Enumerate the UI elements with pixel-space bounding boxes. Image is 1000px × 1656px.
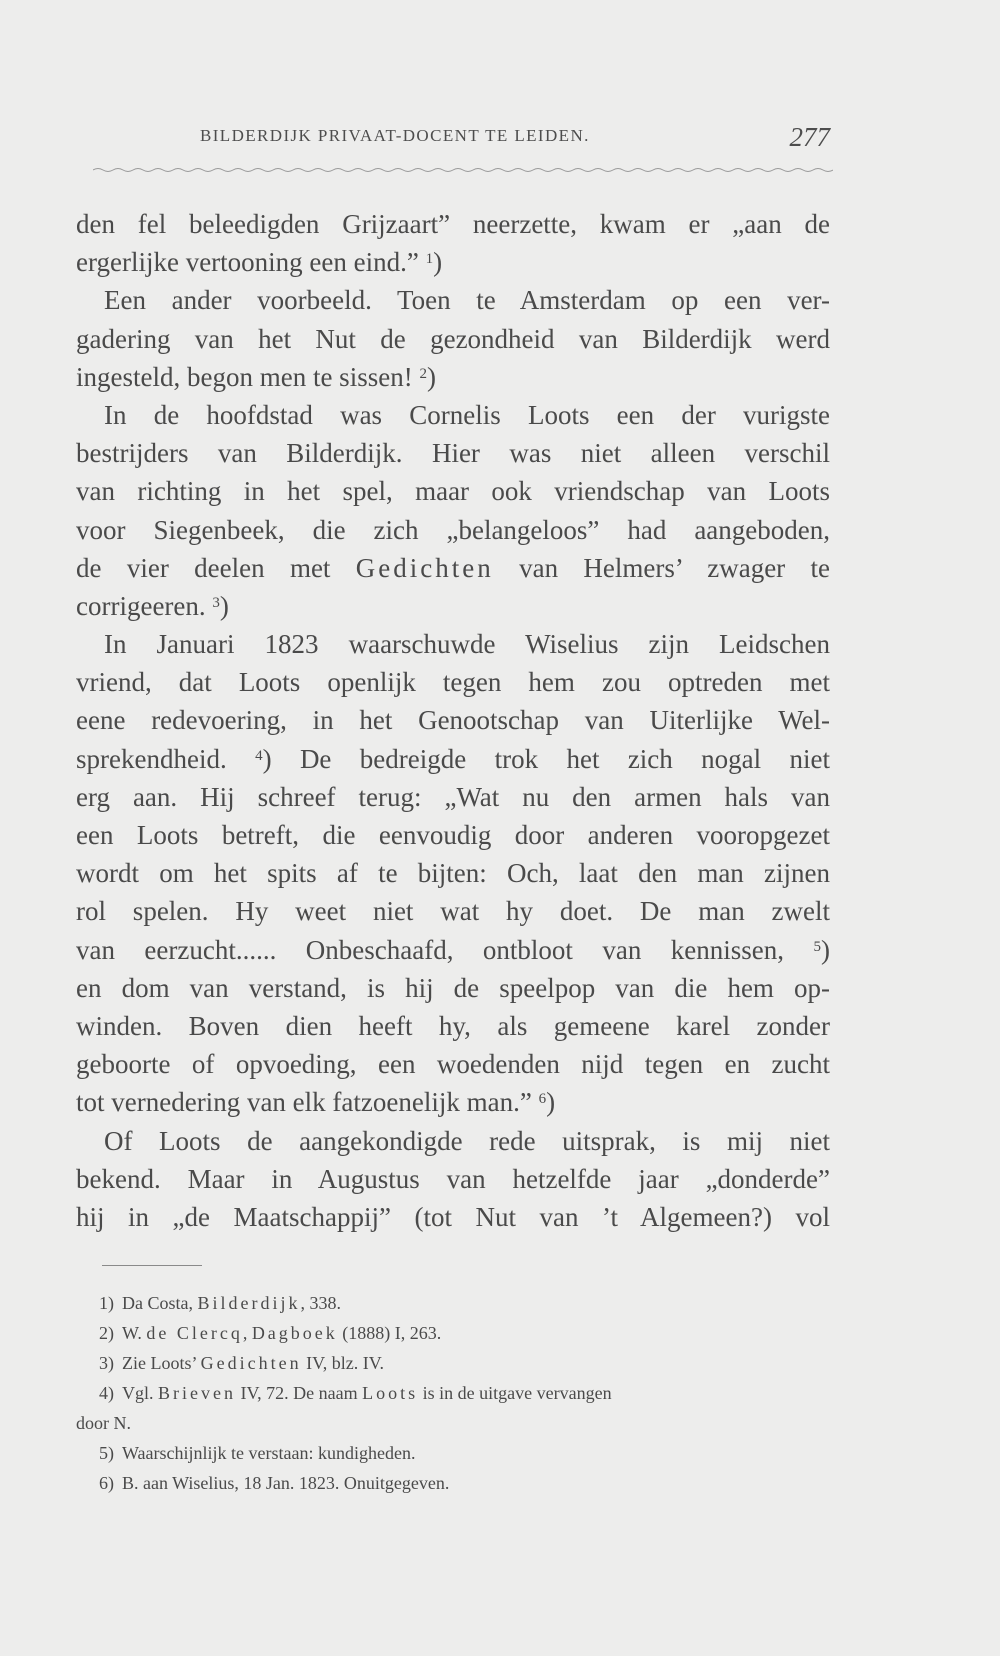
text-line (76, 892, 830, 930)
text-segment: ingesteld, begon men te sissen! (76, 361, 413, 392)
text-line (76, 205, 830, 243)
footnote-reference: 2 (419, 365, 427, 382)
footnote (76, 1438, 830, 1468)
footnote-text: B. aan Wiselius, 18 Jan. 1823. Onuitgegeven. (122, 1473, 450, 1493)
text-line (76, 1007, 830, 1045)
footnote-mark: 1) (99, 1293, 114, 1313)
text-segment: ) (821, 934, 830, 965)
text-segment: rol spelen. Hy weet niet wat hy doet. De man zwelt (76, 896, 830, 927)
text-line (76, 740, 830, 778)
footnote-mark: 2) (99, 1323, 114, 1343)
text-line (76, 1083, 830, 1121)
footnote-text: , (242, 1323, 252, 1343)
text-segment: ) (433, 247, 443, 278)
footnote-reference: 4 (255, 747, 263, 764)
text-line (76, 320, 830, 358)
text-segment: bestrijders van Bilderdijk. Hier was niet alleen verschil (76, 438, 830, 469)
footnote-rule (102, 1265, 202, 1266)
text-segment: den fel beleedigden Grijzaart” neerzette, kwam er „aan de (76, 209, 830, 239)
text-segment: Of Loots de aangekondigde rede uitsprak, is mij niet (104, 1125, 830, 1156)
text-segment: ) (546, 1087, 556, 1118)
text-line (76, 778, 830, 816)
footnote (76, 1288, 830, 1318)
footnotes (76, 1288, 830, 1498)
text-segment: van richting in het spel, maar ook vriendschap van Loots (76, 476, 830, 507)
text-segment: In de hoofdstad was Cornelis Loots een der vurigste (104, 399, 830, 430)
footnote-text: (1888) I, 263. (337, 1323, 442, 1343)
footnote (76, 1468, 830, 1498)
text-line (76, 358, 830, 396)
text-segment: sprekendheid. (76, 743, 227, 774)
text-segment: In Januari 1823 waarschuwde Wiselius zijn Leidschen (104, 629, 830, 660)
text-line (76, 1045, 830, 1083)
header-wavy-rule (93, 167, 833, 173)
text-line (76, 931, 830, 969)
footnote-text: Zie Loots’ (122, 1353, 201, 1373)
footnote (76, 1318, 830, 1348)
footnote (76, 1378, 830, 1408)
text-segment: ergerlijke vertooning een eind.” (76, 247, 419, 278)
text-line (76, 854, 830, 892)
spaced-title: Dagboek (251, 1323, 338, 1343)
text-segment: van eerzucht...... Onbeschaafd, ontbloot van kennissen, (76, 934, 785, 965)
text-line (76, 663, 830, 701)
footnote-mark: 6) (99, 1473, 114, 1493)
text-segment: ) De bedreigde trok het zich nogal niet (262, 743, 830, 774)
text-segment: eene redevoering, in het Genootschap van Uiterlijke Wel- (76, 705, 830, 736)
text-segment: corrigeeren. (76, 590, 206, 621)
spaced-title: Brieven (158, 1383, 236, 1403)
text-line (76, 587, 830, 625)
text-segment: van Helmers’ zwager te (493, 552, 830, 583)
text-segment: voor Siegenbeek, die zich „belangeloos” had aangeboden, (76, 514, 830, 545)
text-segment: winden. Boven dien heeft hy, als gemeene karel zonder (76, 1010, 830, 1041)
body-text (76, 205, 830, 1236)
footnote-reference: 5 (813, 938, 821, 955)
text-segment: ) (426, 361, 436, 392)
footnote-continuation: door N. (76, 1413, 131, 1433)
text-segment: bekend. Maar in Augustus van hetzelfde jaar „donderde” (76, 1163, 830, 1194)
text-line (76, 281, 830, 319)
footnote-reference: 3 (212, 594, 220, 611)
text-line (76, 1198, 830, 1236)
footnote-mark: 4) (99, 1383, 114, 1403)
spaced-title: Bilderdijk (197, 1293, 301, 1313)
footnote-reference: 1 (425, 251, 434, 268)
footnote-reference: 6 (538, 1091, 547, 1108)
text-line (76, 701, 830, 739)
footnote-text: is in de uitgave vervangen (418, 1383, 612, 1403)
text-line (76, 1160, 830, 1198)
footnote-mark: 3) (99, 1353, 114, 1373)
footnote-text: Vgl. (122, 1383, 158, 1403)
text-segment: wordt om het spits af te bijten: Och, laat den man zijnen (76, 858, 830, 889)
text-segment: tot vernedering van elk fatzoenelijk man.” (76, 1087, 532, 1118)
text-segment: geboorte of opvoeding, een woedenden nijd tegen en zucht (76, 1049, 830, 1080)
text-line (76, 243, 830, 281)
footnote-text: W. (122, 1323, 147, 1343)
spaced-title: de Clercq (146, 1323, 243, 1343)
footnote-mark: 5) (99, 1443, 114, 1463)
text-segment: vriend, dat Loots openlijk tegen hem zou optreden met (76, 667, 830, 698)
text-line (76, 472, 830, 510)
footnote-text: Da Costa, (122, 1293, 198, 1313)
text-segment: en dom van verstand, is hij de speelpop van die hem op- (76, 972, 830, 1003)
spaced-title: Gedichten (200, 1353, 302, 1373)
page-number: 277 (789, 122, 830, 152)
running-title: BILDERDIJK PRIVAAT-DOCENT TE LEIDEN. (200, 126, 590, 145)
text-line (76, 549, 830, 587)
footnote (76, 1348, 830, 1378)
text-line (76, 625, 830, 663)
text-segment: Een ander voorbeeld. Toen te Amsterdam op een ver- (104, 285, 830, 316)
text-segment: hij in „de Maatschappij” (tot Nut van ’t Algemeen?) vol (76, 1201, 830, 1232)
text-segment: een Loots betreft, die eenvoudig door anderen vooropgezet (76, 820, 830, 850)
text-line (76, 434, 830, 472)
text-line (76, 396, 830, 434)
spaced-title: Gedichten (355, 552, 494, 583)
text-line (76, 511, 830, 549)
footnote-text: Waarschijnlijk te verstaan: kundigheden. (122, 1443, 416, 1463)
text-segment: ) (219, 590, 229, 621)
text-segment: erg aan. Hij schreef terug: „Wat nu den armen hals van (76, 781, 830, 812)
footnote-text: , 338. (300, 1293, 341, 1313)
text-line (76, 969, 830, 1007)
spaced-title: Loots (362, 1383, 419, 1403)
footnote-text: IV, 72. De naam (235, 1383, 363, 1403)
running-head (200, 122, 830, 156)
footnote-text: IV, blz. IV. (301, 1353, 384, 1373)
text-line (76, 1122, 830, 1160)
text-line (76, 816, 830, 854)
text-segment: de vier deelen met (76, 552, 356, 583)
text-segment: gadering van het Nut de gezondheid van Bilderdijk werd (76, 323, 830, 354)
